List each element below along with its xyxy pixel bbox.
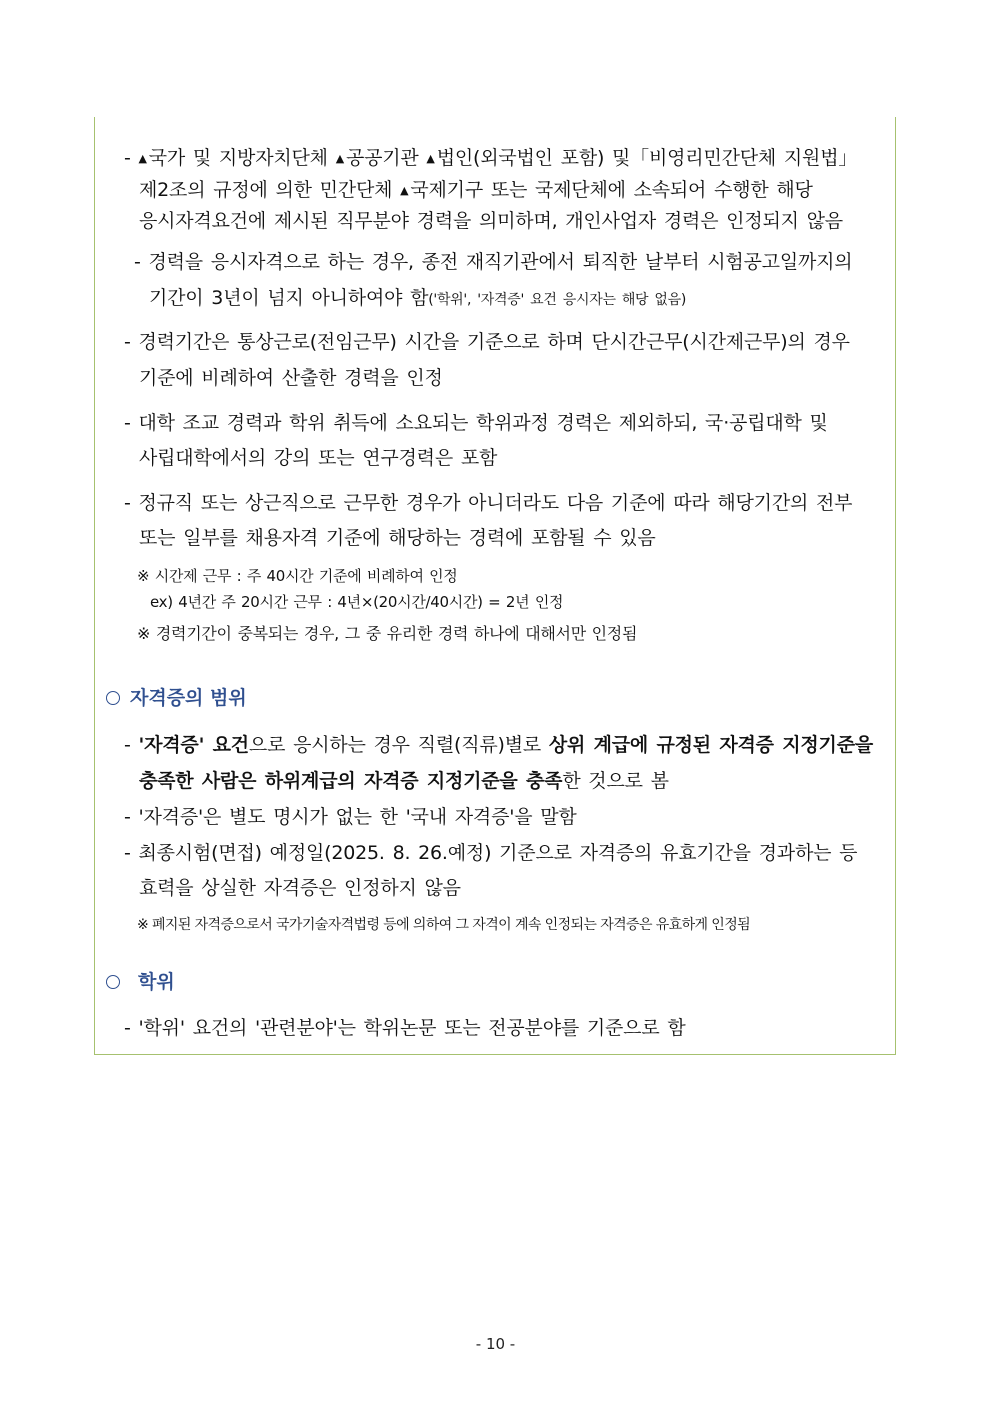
overlap-note: ※ 경력기간이 중복되는 경우, 그 중 유리한 경력 하나에 대해서만 인정됨 xyxy=(137,624,638,643)
abolished-license-note: ※ 폐지된 자격증으로서 국가기술자격법령 등에 의하여 그 자격이 계속 인정되는 자격증은 유효하게 인정됨 xyxy=(137,917,751,933)
degree-item-1: - '학위' 요건의 '관련분야'는 학위논문 또는 전공분야를 기준으로 함 xyxy=(124,1017,686,1039)
license-item-3-line-1: - 최종시험(면접) 예정일(2025. 8. 26.예정) 기준으로 자격증의 유효기간을 경과하는 등 xyxy=(124,842,858,864)
experience-item-3-line-2: 기준에 비례하여 산출한 경력을 인정 xyxy=(139,367,443,389)
circle-icon xyxy=(106,975,120,989)
experience-item-1-line-3: 응시자격요건에 제시된 직무분야 경력을 의미하며, 개인사업자 경력은 인정되지 않음 xyxy=(139,210,843,232)
license-section-heading: 자격증의 범위 xyxy=(106,686,247,710)
experience-item-5-line-1: - 정규직 또는 상근직으로 근무한 경우가 아니더라도 다음 기준에 따라 해당기간의 전부 xyxy=(124,492,853,514)
license-item-1-line-2: 충족한 사람은 하위계급의 자격증 지정기준을 충족한 것으로 봄 xyxy=(139,770,669,792)
experience-item-2-line-1: - 경력을 응시자격으로 하는 경우, 종전 재직기관에서 퇴직한 날부터 시험공고일까지의 xyxy=(134,251,853,273)
experience-item-3-line-1: - 경력기간은 통상근로(전임근무) 시간을 기준으로 하며 단시간근무(시간제근무)의 경우 xyxy=(124,331,850,353)
part-time-example: ex) 4년간 주 20시간 근무 : 4년×(20시간/40시간) = 2년 인정 xyxy=(150,593,564,611)
experience-item-1-line-2: 제2조의 규정에 의한 민간단체 ▲ 국제기구 또는 국제단체에 소속되어 수행한 해당 xyxy=(139,179,813,201)
circle-icon xyxy=(106,691,120,705)
license-item-3-line-2: 효력을 상실한 자격증은 인정하지 않음 xyxy=(139,877,461,899)
experience-item-2-line-2: 기간이 3년이 넘지 아니하여야 함('학위', '자격증' 요건 응시자는 해당 없음) xyxy=(149,287,687,309)
triangle-up-icon: ▲ xyxy=(335,152,344,165)
experience-item-4-line-1: - 대학 조교 경력과 학위 취득에 소요되는 학위과정 경력은 제외하되, 국·공립대학 및 xyxy=(124,412,828,434)
exception-note: ('학위', '자격증' 요건 응시자는 해당 없음) xyxy=(428,292,687,308)
part-time-note: ※ 시간제 근무 : 주 40시간 기준에 비례하여 인정 xyxy=(137,567,458,585)
experience-item-1-line-1: - ▲ 국가 및 지방자치단체 ▲ 공공기관 ▲ 법인(외국법인 포함) 및「비영리민간단체 지원법」 xyxy=(124,147,858,169)
license-item-1-line-1: - '자격증' 요건으로 응시하는 경우 직렬(직류)별로 상위 계급에 규정된 자격증 지정기준을 xyxy=(124,734,873,756)
triangle-up-icon: ▲ xyxy=(400,184,409,197)
page-number: - 10 - xyxy=(475,1335,516,1353)
experience-item-4-line-2: 사립대학에서의 강의 또는 연구경력은 포함 xyxy=(139,447,498,469)
experience-item-5-line-2: 또는 일부를 채용자격 기준에 해당하는 경력에 포함될 수 있음 xyxy=(139,527,656,549)
degree-section-heading: 학위 xyxy=(106,970,175,994)
license-item-2: - '자격증'은 별도 명시가 없는 한 '국내 자격증'을 말함 xyxy=(124,806,577,828)
triangle-up-icon: ▲ xyxy=(138,152,147,165)
triangle-up-icon: ▲ xyxy=(426,152,435,165)
